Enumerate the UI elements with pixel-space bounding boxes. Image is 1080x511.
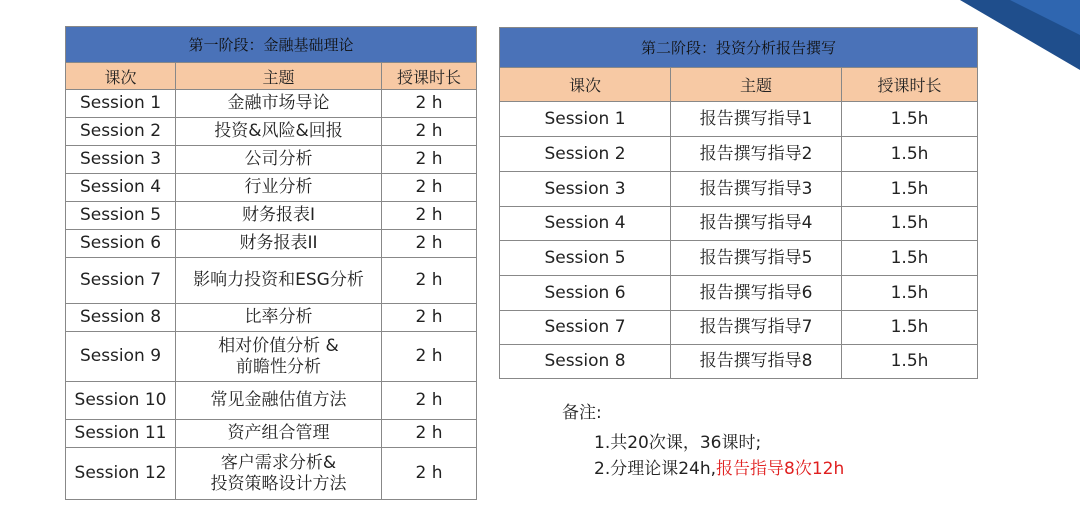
duration-cell: 1.5h — [842, 137, 978, 172]
duration-cell: 1.5h — [842, 276, 978, 311]
table-row — [66, 304, 477, 332]
duration-cell: 1.5h — [842, 102, 978, 137]
stage1-table — [65, 26, 477, 500]
session-cell: Session 4 — [500, 207, 671, 241]
stage1-header-session: 课次 — [66, 63, 176, 90]
topic-cell: 报告撰写指导6 — [671, 276, 842, 311]
duration-cell: 2 h — [382, 304, 477, 332]
duration-cell: 1.5h — [842, 311, 978, 345]
session-cell: Session 2 — [66, 118, 176, 146]
table-row — [500, 102, 978, 137]
topic-cell: 资产组合管理 — [176, 420, 382, 448]
topic-cell: 报告撰写指导4 — [671, 207, 842, 241]
table-row — [500, 345, 978, 379]
topic-cell: 比率分析 — [176, 304, 382, 332]
table-row — [66, 118, 477, 146]
topic-cell: 财务报表II — [176, 230, 382, 258]
session-cell: Session 1 — [500, 102, 671, 137]
notes-line-2-highlight: 报告指导8次12h — [716, 459, 845, 479]
duration-cell: 1.5h — [842, 172, 978, 207]
topic-cell: 财务报表I — [176, 202, 382, 230]
duration-cell: 1.5h — [842, 241, 978, 276]
duration-cell: 1.5h — [842, 207, 978, 241]
duration-cell: 2 h — [382, 146, 477, 174]
topic-cell: 报告撰写指导2 — [671, 137, 842, 172]
stage2-table — [499, 27, 978, 379]
session-cell: Session 7 — [66, 258, 176, 304]
topic-cell: 影响力投资和ESG分析 — [176, 258, 382, 304]
session-cell: Session 4 — [66, 174, 176, 202]
session-cell: Session 5 — [66, 202, 176, 230]
session-cell: Session 1 — [66, 90, 176, 118]
session-cell: Session 8 — [500, 345, 671, 379]
topic-cell: 客户需求分析& 投资策略设计方法 — [176, 448, 382, 500]
topic-cell: 相对价值分析 & 前瞻性分析 — [176, 332, 382, 382]
topic-cell: 公司分析 — [176, 146, 382, 174]
stage1-header-duration: 授课时长 — [382, 63, 477, 90]
stage2-title: 第二阶段：投资分析报告撰写 — [500, 28, 978, 68]
session-cell: Session 11 — [66, 420, 176, 448]
session-cell: Session 6 — [66, 230, 176, 258]
table-row — [66, 202, 477, 230]
session-cell: Session 2 — [500, 137, 671, 172]
duration-cell: 1.5h — [842, 345, 978, 379]
table-row — [500, 172, 978, 207]
topic-cell: 报告撰写指导3 — [671, 172, 842, 207]
topic-cell: 报告撰写指导8 — [671, 345, 842, 379]
table-row — [500, 276, 978, 311]
notes-line-2-prefix: 2.分理论课24h, — [594, 459, 717, 479]
table-row — [66, 332, 477, 382]
topic-cell: 报告撰写指导1 — [671, 102, 842, 137]
notes-line-1: 1.共20次课，36课时; — [594, 433, 762, 453]
duration-cell: 2 h — [382, 448, 477, 500]
duration-cell: 2 h — [382, 202, 477, 230]
duration-cell: 2 h — [382, 118, 477, 146]
session-cell: Session 3 — [500, 172, 671, 207]
table-row — [500, 207, 978, 241]
table-row — [500, 137, 978, 172]
topic-cell: 金融市场导论 — [176, 90, 382, 118]
table-row — [66, 230, 477, 258]
table-row — [66, 146, 477, 174]
session-cell: Session 9 — [66, 332, 176, 382]
table-row — [500, 311, 978, 345]
duration-cell: 2 h — [382, 90, 477, 118]
topic-cell: 行业分析 — [176, 174, 382, 202]
notes-line-2 — [594, 454, 844, 479]
table-row — [66, 382, 477, 420]
notes-label: 备注: — [562, 403, 602, 423]
duration-cell: 2 h — [382, 420, 477, 448]
duration-cell: 2 h — [382, 382, 477, 420]
session-cell: Session 6 — [500, 276, 671, 311]
stage2-header-session: 课次 — [500, 68, 671, 102]
table-row — [66, 420, 477, 448]
table-row — [500, 241, 978, 276]
stage2-header-topic: 主题 — [671, 68, 842, 102]
session-cell: Session 5 — [500, 241, 671, 276]
stage1-title: 第一阶段：金融基础理论 — [66, 27, 477, 63]
duration-cell: 2 h — [382, 174, 477, 202]
topic-cell: 投资&风险&回报 — [176, 118, 382, 146]
topic-cell: 报告撰写指导5 — [671, 241, 842, 276]
topic-cell: 常见金融估值方法 — [176, 382, 382, 420]
session-cell: Session 3 — [66, 146, 176, 174]
topic-cell: 报告撰写指导7 — [671, 311, 842, 345]
session-cell: Session 8 — [66, 304, 176, 332]
stage2-header-duration: 授课时长 — [842, 68, 978, 102]
duration-cell: 2 h — [382, 258, 477, 304]
session-cell: Session 12 — [66, 448, 176, 500]
duration-cell: 2 h — [382, 230, 477, 258]
stage1-header-topic: 主题 — [176, 63, 382, 90]
table-row — [66, 174, 477, 202]
duration-cell: 2 h — [382, 332, 477, 382]
table-row — [66, 448, 477, 500]
session-cell: Session 7 — [500, 311, 671, 345]
session-cell: Session 10 — [66, 382, 176, 420]
table-row — [66, 258, 477, 304]
table-row — [66, 90, 477, 118]
